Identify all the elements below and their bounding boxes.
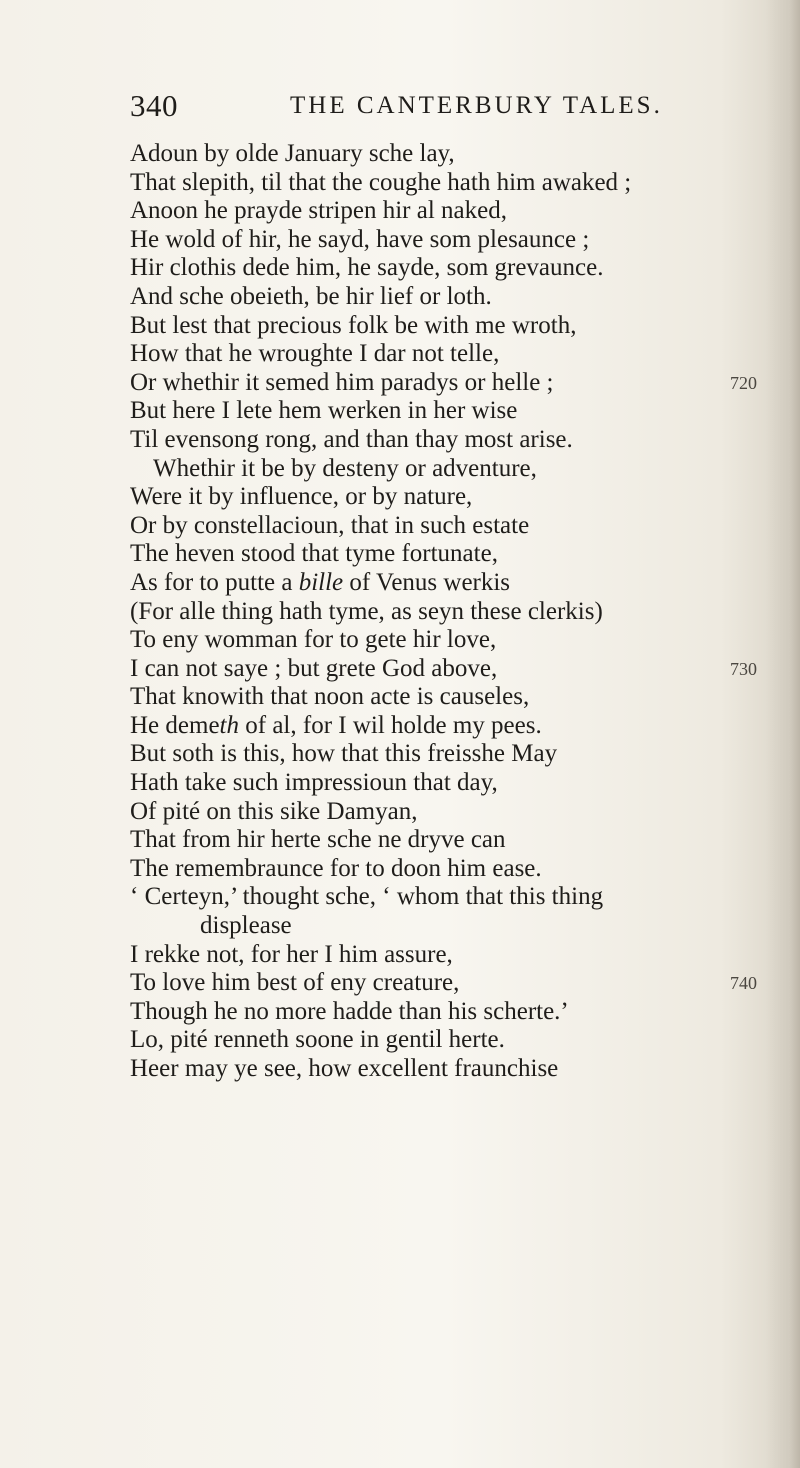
verse-line-text: How that he wroughte I dar not telle, (130, 340, 500, 368)
verse-line (130, 1026, 770, 1055)
verse-line (130, 798, 770, 827)
verse-line-text: That slepith, til that the coughe hath him awaked ; (130, 168, 632, 196)
verse-line (130, 998, 770, 1027)
verse-line (130, 712, 770, 741)
verse-line-text: Or by constellacioun, that in such estate (130, 511, 530, 539)
verse-line-text: ‘ Certeyn,’ thought sche, ‘ whom that this thing (130, 883, 604, 911)
verse-line (130, 655, 770, 684)
line-number: 730 (730, 658, 757, 679)
verse-line (130, 540, 770, 569)
verse-line (130, 855, 770, 884)
page-header (130, 88, 760, 124)
verse-line (130, 455, 770, 484)
verse-line (130, 340, 770, 369)
verse-line-text: Of pité on this sike Damyan, (130, 797, 418, 825)
verse-line-text: I rekke not, for her I him assure, (130, 940, 453, 968)
verse-line (130, 740, 770, 769)
line-number: 720 (730, 372, 757, 393)
verse-line-text: The remembraunce for to doon him ease. (130, 854, 542, 882)
verse-line (130, 969, 770, 998)
verse-line-text: To eny womman for to gete hir love, (130, 626, 497, 654)
verse-line-text: But soth is this, how that this freisshe May (130, 740, 558, 768)
running-head: THE CANTERBURY TALES. (290, 92, 663, 119)
verse-line-emphasis: th (219, 711, 239, 739)
verse-line (130, 683, 770, 712)
verse-line-text: Or whethir it semed him paradys or helle ; (130, 368, 554, 396)
verse-line (130, 626, 770, 655)
verse-line (130, 941, 770, 970)
verse-line (130, 569, 770, 598)
verse-line-text: Heer may ye see, how excellent fraunchise (130, 1055, 559, 1082)
verse-line-text: That knowith that noon acte is causeles, (130, 683, 530, 711)
verse-line (130, 169, 770, 198)
verse-line-text: He deme (130, 711, 220, 739)
verse-line (130, 369, 770, 398)
verse-line-text: Hir clothis dede him, he sayde, som grevaunce. (130, 254, 604, 282)
verse-line (130, 140, 770, 169)
verse-line-text: I can not saye ; but grete God above, (130, 654, 498, 682)
verse-line-text: Hath take such impressioun that day, (130, 769, 498, 797)
verse-line (130, 426, 770, 455)
verse-line (130, 226, 770, 255)
verse-line-text: And sche obeieth, be hir lief or loth. (130, 282, 492, 310)
verse-line-text: Were it by influence, or by nature, (130, 483, 473, 511)
verse-line-emphasis: bille (298, 568, 344, 596)
verse-line-text: The heven stood that tyme fortunate, (130, 540, 498, 568)
page-number: 340 (130, 88, 178, 123)
verse-line-text: He wold of hir, he sayd, have som plesaunce ; (130, 225, 590, 253)
verse-line-text: (For alle thing hath tyme, as seyn these clerkis) (130, 597, 603, 625)
verse-text (130, 140, 770, 1084)
verse-line (130, 826, 770, 855)
verse-line (130, 598, 770, 627)
verse-line-text: displease (200, 912, 292, 940)
line-number: 740 (730, 973, 757, 994)
verse-line (130, 769, 770, 798)
verse-line-text: But lest that precious folk be with me wroth, (130, 311, 577, 339)
verse-line (130, 197, 770, 226)
verse-line (130, 1055, 770, 1084)
verse-line (130, 912, 770, 941)
verse-line-text: But here I lete hem werken in her wise (130, 397, 518, 425)
verse-line-text: Lo, pité renneth soone in gentil herte. (130, 1026, 505, 1054)
page-edge-shadow (766, 0, 800, 1468)
verse-line (130, 397, 770, 426)
verse-line (130, 283, 770, 312)
verse-line-text: That from hir herte sche ne dryve can (130, 826, 506, 854)
verse-line-text: Til evensong rong, and than thay most arise. (130, 425, 573, 453)
verse-line-text: To love him best of eny creature, (130, 969, 460, 997)
verse-line-text: of Venus werkis (343, 568, 511, 596)
verse-line-text: As for to putte a (130, 568, 299, 596)
verse-line-text: Adoun by olde January sche lay, (130, 140, 455, 167)
verse-line-text: Anoon he prayde stripen hir al naked, (130, 197, 507, 225)
verse-line-text: Whethir it be by desteny or adventure, (153, 454, 537, 482)
verse-line (130, 512, 770, 541)
verse-line (130, 483, 770, 512)
verse-line (130, 254, 770, 283)
verse-line (130, 883, 770, 912)
verse-line (130, 312, 770, 341)
verse-line-text: Though he no more hadde than his scherte.’ (130, 997, 569, 1025)
verse-line-text: of al, for I wil holde my pees. (239, 711, 542, 739)
